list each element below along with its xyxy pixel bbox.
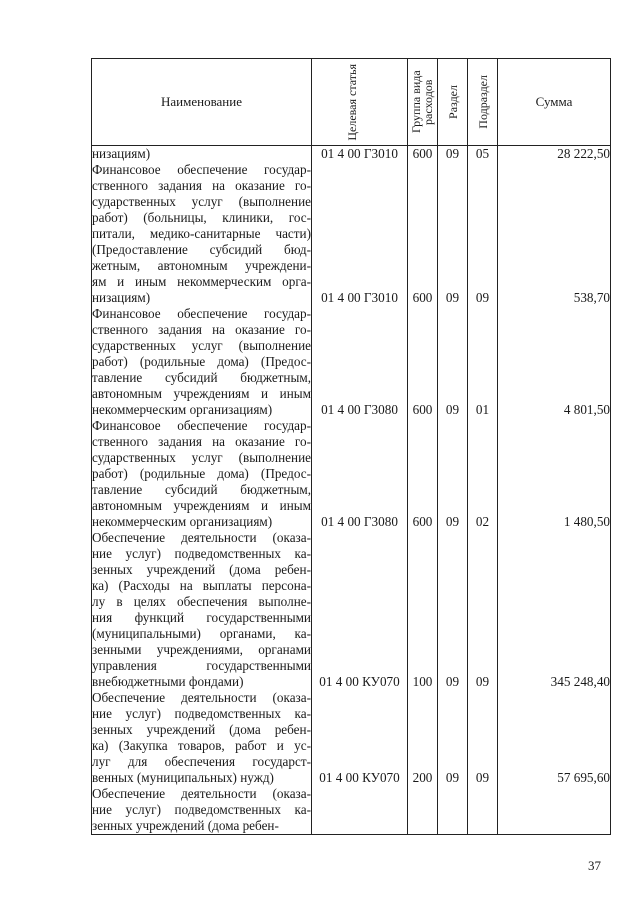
- row-name-line: внебюджетными фондами): [92, 674, 244, 689]
- row-sum: 57 695,60: [498, 690, 611, 786]
- row-group: 600: [408, 418, 438, 530]
- row-name-line: работ) (родильные дома) (Предос-: [92, 466, 311, 481]
- row-name: [92, 530, 312, 690]
- row-name-line: зенными учреждениями, органами: [92, 642, 311, 657]
- table-row: [92, 786, 611, 835]
- row-name-line: Обеспечение деятельности (оказа-: [92, 786, 311, 801]
- row-sum: 538,70: [498, 162, 611, 306]
- row-name-line: некоммерческим организациям): [92, 402, 273, 417]
- row-name-line: зенных учреждений (дома ребен-: [92, 562, 311, 577]
- row-code: 01 4 00 Г3080: [312, 306, 408, 418]
- row-name-line: луг для обеспечения государст-: [92, 754, 311, 769]
- row-code: [312, 786, 408, 835]
- table-row: [92, 146, 611, 163]
- row-name-line: ние услуг) подведомственных ка-: [92, 706, 311, 721]
- row-section: 09: [438, 306, 468, 418]
- row-code: 01 4 00 КУ070: [312, 690, 408, 786]
- table-row: [92, 162, 611, 306]
- row-name-line: работ) (родильные дома) (Предос-: [92, 354, 311, 369]
- row-name-line: ние услуг) подведомственных ка-: [92, 802, 311, 817]
- row-subsection: 05: [468, 146, 498, 163]
- row-subsection: [468, 786, 498, 835]
- row-name-line: Финансовое обеспечение государ-: [92, 418, 311, 433]
- table-row: [92, 306, 611, 418]
- row-name-line: сударственных услуг (выполнение: [92, 194, 311, 209]
- row-group: 600: [408, 162, 438, 306]
- table-row: [92, 530, 611, 690]
- row-name-line: работ) (больницы, клиники, гос-: [92, 210, 311, 225]
- row-name: [92, 162, 312, 306]
- row-name-line: низациям): [92, 290, 151, 305]
- row-name-line: ние услуг) подведомственных ка-: [92, 546, 311, 561]
- row-name: [92, 146, 312, 163]
- row-name-line: ственного задания на оказание го-: [92, 434, 311, 449]
- row-name-line: ственного задания на оказание го-: [92, 322, 311, 337]
- row-group: 200: [408, 690, 438, 786]
- row-sum: 4 801,50: [498, 306, 611, 418]
- header-sum: Сумма: [498, 59, 611, 146]
- row-name-line: ям и иным некоммерческим орга-: [92, 274, 311, 289]
- row-name-line: Обеспечение деятельности (оказа-: [92, 690, 311, 705]
- header-group: Группа вида расходов: [408, 59, 438, 146]
- row-sum: [498, 786, 611, 835]
- row-code: 01 4 00 КУ070: [312, 530, 408, 690]
- header-row: [92, 59, 611, 146]
- row-subsection: 09: [468, 162, 498, 306]
- header-code: Целевая статья: [312, 59, 408, 146]
- row-name-line: некоммерческим организациям): [92, 514, 273, 529]
- row-name-line: тавление субсидий бюджетным,: [92, 370, 311, 385]
- row-subsection: 01: [468, 306, 498, 418]
- row-name-line: (муниципальными) органами, ка-: [92, 626, 311, 641]
- row-name-line: Финансовое обеспечение государ-: [92, 162, 311, 177]
- row-name-line: низациям): [92, 146, 151, 161]
- row-name-line: управления государственными: [92, 658, 311, 673]
- row-name-line: (Предоставление субсидий бюд-: [92, 242, 311, 257]
- row-name-line: питали, медико-санитарные части): [92, 226, 311, 241]
- row-name: [92, 690, 312, 786]
- row-name-line: сударственных услуг (выполнение: [92, 338, 311, 353]
- row-code: 01 4 00 Г3010: [312, 162, 408, 306]
- row-name: [92, 306, 312, 418]
- row-subsection: 09: [468, 690, 498, 786]
- row-code: 01 4 00 Г3010: [312, 146, 408, 163]
- row-name: [92, 786, 312, 835]
- row-name-line: жетным, автономным учреждени-: [92, 258, 311, 273]
- row-section: 09: [438, 418, 468, 530]
- row-name-line: тавление субсидий бюджетным,: [92, 482, 311, 497]
- table-row: [92, 418, 611, 530]
- budget-table: [91, 58, 611, 835]
- row-name-line: ка) (Закупка товаров, работ и ус-: [92, 738, 311, 753]
- row-name-line: зенных учреждений (дома ребен-: [92, 722, 311, 737]
- table-row: [92, 690, 611, 786]
- header-name: Наименование: [92, 59, 312, 146]
- row-section: [438, 786, 468, 835]
- row-section: 09: [438, 690, 468, 786]
- row-name: [92, 418, 312, 530]
- header-subsection: Подраздел: [468, 59, 498, 146]
- row-subsection: 09: [468, 530, 498, 690]
- row-section: 09: [438, 162, 468, 306]
- row-section: 09: [438, 530, 468, 690]
- row-sum: 345 248,40: [498, 530, 611, 690]
- page-number: 37: [588, 858, 601, 873]
- row-group: [408, 786, 438, 835]
- row-name-line: Обеспечение деятельности (оказа-: [92, 530, 311, 545]
- row-name-line: лу в целях обеспечения выполне-: [92, 594, 311, 609]
- row-name-line: венных (муниципальных) нужд): [92, 770, 274, 785]
- row-name-line: автономным учреждениям и иным: [92, 498, 311, 513]
- row-subsection: 02: [468, 418, 498, 530]
- row-sum: 28 222,50: [498, 146, 611, 163]
- row-section: 09: [438, 146, 468, 163]
- row-name-line: ственного задания на оказание го-: [92, 178, 311, 193]
- row-sum: 1 480,50: [498, 418, 611, 530]
- row-code: 01 4 00 Г3080: [312, 418, 408, 530]
- row-name-line: зенных учреждений (дома ребен-: [92, 818, 279, 833]
- row-name-line: Финансовое обеспечение государ-: [92, 306, 311, 321]
- row-name-line: ка) (Расходы на выплаты персона-: [92, 578, 311, 593]
- row-group: 100: [408, 530, 438, 690]
- row-name-line: ния функций государственными: [92, 610, 311, 625]
- row-group: 600: [408, 306, 438, 418]
- header-section: Раздел: [438, 59, 468, 146]
- row-name-line: сударственных услуг (выполнение: [92, 450, 311, 465]
- row-group: 600: [408, 146, 438, 163]
- row-name-line: автономным учреждениям и иным: [92, 386, 311, 401]
